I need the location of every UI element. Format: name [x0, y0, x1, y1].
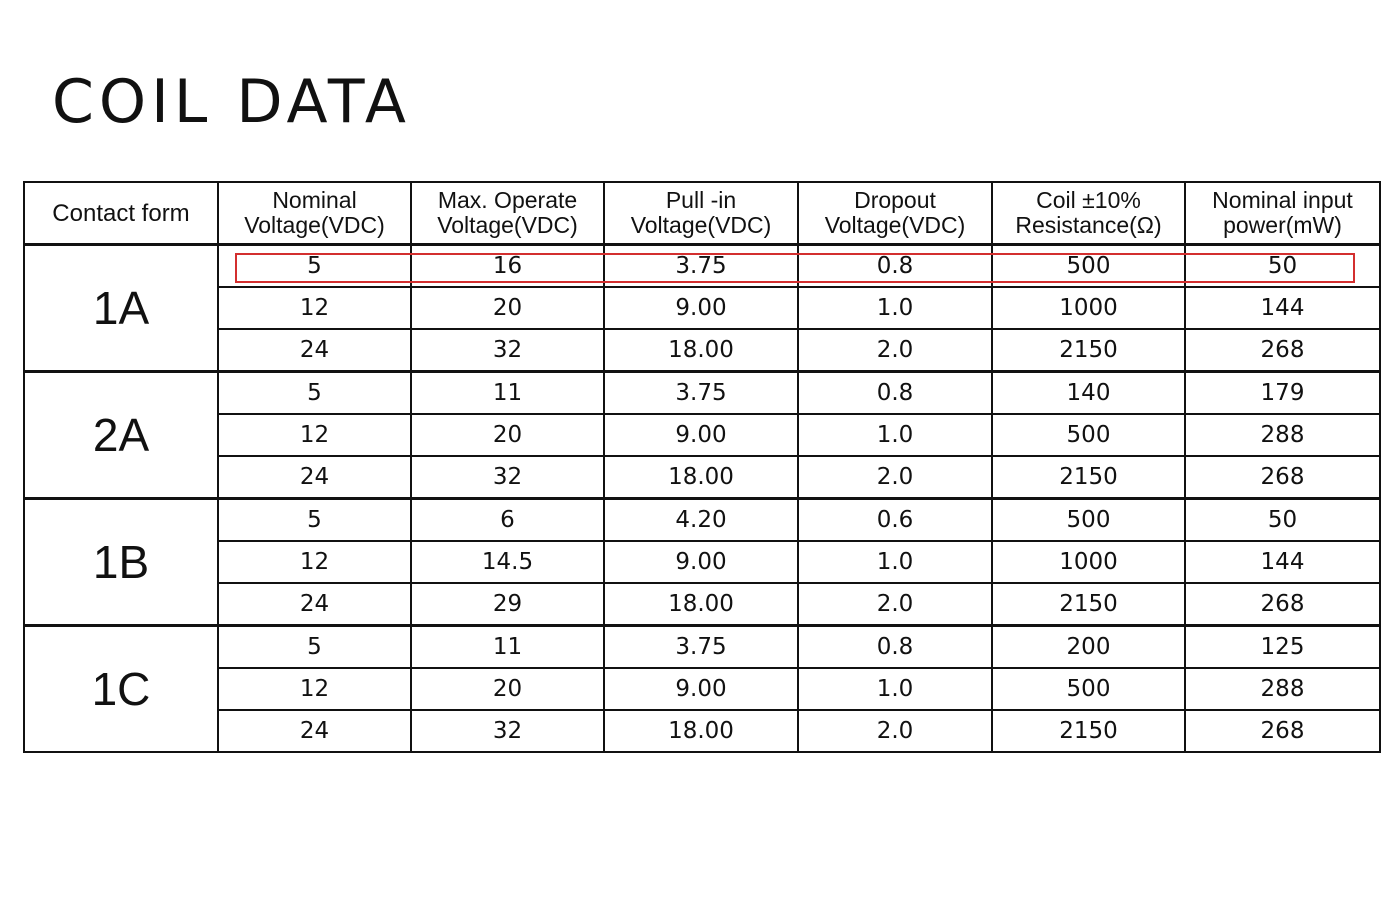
nominal-input-power-cell: 268 [1185, 583, 1380, 626]
max-operate-voltage-cell: 32 [411, 456, 604, 499]
pull-in-voltage-cell: 3.75 [604, 245, 798, 288]
pull-in-voltage-cell: 18.00 [604, 710, 798, 752]
pull-in-voltage-cell: 18.00 [604, 329, 798, 372]
header-coil-resistance [992, 182, 1185, 245]
nominal-input-power-cell: 288 [1185, 414, 1380, 456]
coil-data-table [23, 181, 1381, 753]
nominal-voltage-cell: 24 [218, 329, 411, 372]
table-body [24, 245, 1380, 753]
table-header [24, 182, 1380, 245]
contact-form-cell: 1B [24, 499, 218, 626]
table-row [24, 626, 1380, 669]
table-row [24, 710, 1380, 752]
dropout-voltage-cell: 1.0 [798, 541, 992, 583]
dropout-voltage-cell: 0.8 [798, 372, 992, 415]
header-row [24, 182, 1380, 245]
page-title: COIL DATA [52, 67, 411, 137]
table-row [24, 329, 1380, 372]
header-nominal-input-power [1185, 182, 1380, 245]
max-operate-voltage-cell: 11 [411, 626, 604, 669]
header-line: Contact form [52, 199, 190, 227]
max-operate-voltage-cell: 20 [411, 287, 604, 329]
header-line: Nominal [272, 187, 357, 213]
max-operate-voltage-cell: 32 [411, 329, 604, 372]
max-operate-voltage-cell: 6 [411, 499, 604, 542]
coil-resistance-cell: 500 [992, 245, 1185, 288]
pull-in-voltage-cell: 9.00 [604, 414, 798, 456]
nominal-input-power-cell: 144 [1185, 541, 1380, 583]
pull-in-voltage-cell: 18.00 [604, 583, 798, 626]
coil-resistance-cell: 500 [992, 499, 1185, 542]
header-dropout-voltage [798, 182, 992, 245]
coil-resistance-cell: 2150 [992, 329, 1185, 372]
coil-resistance-cell: 1000 [992, 287, 1185, 329]
nominal-input-power-cell: 50 [1185, 499, 1380, 542]
nominal-voltage-cell: 12 [218, 541, 411, 583]
dropout-voltage-cell: 1.0 [798, 287, 992, 329]
table-row [24, 372, 1380, 415]
nominal-voltage-cell: 12 [218, 668, 411, 710]
header-line: Dropout [854, 187, 936, 213]
dropout-voltage-cell: 0.8 [798, 626, 992, 669]
table-row [24, 583, 1380, 626]
table-row [24, 245, 1380, 288]
dropout-voltage-cell: 2.0 [798, 329, 992, 372]
pull-in-voltage-cell: 18.00 [604, 456, 798, 499]
dropout-voltage-cell: 1.0 [798, 668, 992, 710]
contact-form-cell: 1C [24, 626, 218, 753]
max-operate-voltage-cell: 16 [411, 245, 604, 288]
header-line: Voltage(VDC) [824, 212, 966, 238]
nominal-input-power-cell: 144 [1185, 287, 1380, 329]
nominal-input-power-cell: 288 [1185, 668, 1380, 710]
dropout-voltage-cell: 1.0 [798, 414, 992, 456]
pull-in-voltage-cell: 9.00 [604, 541, 798, 583]
max-operate-voltage-cell: 14.5 [411, 541, 604, 583]
nominal-input-power-cell: 50 [1185, 245, 1380, 288]
table-row [24, 541, 1380, 583]
pull-in-voltage-cell: 3.75 [604, 372, 798, 415]
header-pull-in-voltage [604, 182, 798, 245]
coil-resistance-cell: 2150 [992, 710, 1185, 752]
header-contact-form [24, 182, 218, 245]
dropout-voltage-cell: 2.0 [798, 456, 992, 499]
dropout-voltage-cell: 0.8 [798, 245, 992, 288]
dropout-voltage-cell: 0.6 [798, 499, 992, 542]
pull-in-voltage-cell: 9.00 [604, 668, 798, 710]
max-operate-voltage-cell: 29 [411, 583, 604, 626]
dropout-voltage-cell: 2.0 [798, 583, 992, 626]
nominal-voltage-cell: 24 [218, 583, 411, 626]
coil-resistance-cell: 500 [992, 414, 1185, 456]
header-line: Pull -in [665, 187, 737, 213]
coil-resistance-cell: 200 [992, 626, 1185, 669]
max-operate-voltage-cell: 20 [411, 668, 604, 710]
nominal-voltage-cell: 5 [218, 626, 411, 669]
max-operate-voltage-cell: 20 [411, 414, 604, 456]
nominal-voltage-cell: 24 [218, 456, 411, 499]
nominal-voltage-cell: 12 [218, 287, 411, 329]
pull-in-voltage-cell: 4.20 [604, 499, 798, 542]
header-max-operate-voltage [411, 182, 604, 245]
contact-form-cell: 1A [24, 245, 218, 372]
header-nominal-voltage [218, 182, 411, 245]
coil-resistance-cell: 140 [992, 372, 1185, 415]
header-line: Voltage(VDC) [437, 212, 578, 238]
header-line: Coil ±10% [1036, 187, 1141, 213]
max-operate-voltage-cell: 11 [411, 372, 604, 415]
table-row [24, 456, 1380, 499]
coil-resistance-cell: 500 [992, 668, 1185, 710]
max-operate-voltage-cell: 32 [411, 710, 604, 752]
coil-resistance-cell: 2150 [992, 456, 1185, 499]
header-line: power(mW) [1223, 212, 1342, 238]
table-row [24, 414, 1380, 456]
nominal-input-power-cell: 268 [1185, 329, 1380, 372]
nominal-voltage-cell: 5 [218, 372, 411, 415]
table-row [24, 499, 1380, 542]
pull-in-voltage-cell: 3.75 [604, 626, 798, 669]
nominal-input-power-cell: 179 [1185, 372, 1380, 415]
coil-resistance-cell: 2150 [992, 583, 1185, 626]
nominal-voltage-cell: 24 [218, 710, 411, 752]
header-line: Resistance(Ω) [1015, 212, 1162, 238]
contact-form-cell: 2A [24, 372, 218, 499]
dropout-voltage-cell: 2.0 [798, 710, 992, 752]
nominal-voltage-cell: 12 [218, 414, 411, 456]
nominal-input-power-cell: 125 [1185, 626, 1380, 669]
table-row [24, 287, 1380, 329]
header-line: Voltage(VDC) [630, 212, 772, 238]
header-line: Voltage(VDC) [244, 212, 385, 238]
pull-in-voltage-cell: 9.00 [604, 287, 798, 329]
table-row [24, 668, 1380, 710]
nominal-voltage-cell: 5 [218, 245, 411, 288]
coil-resistance-cell: 1000 [992, 541, 1185, 583]
nominal-input-power-cell: 268 [1185, 456, 1380, 499]
header-line: Max. Operate [437, 187, 578, 213]
header-line: Nominal input [1212, 187, 1353, 213]
nominal-input-power-cell: 268 [1185, 710, 1380, 752]
nominal-voltage-cell: 5 [218, 499, 411, 542]
